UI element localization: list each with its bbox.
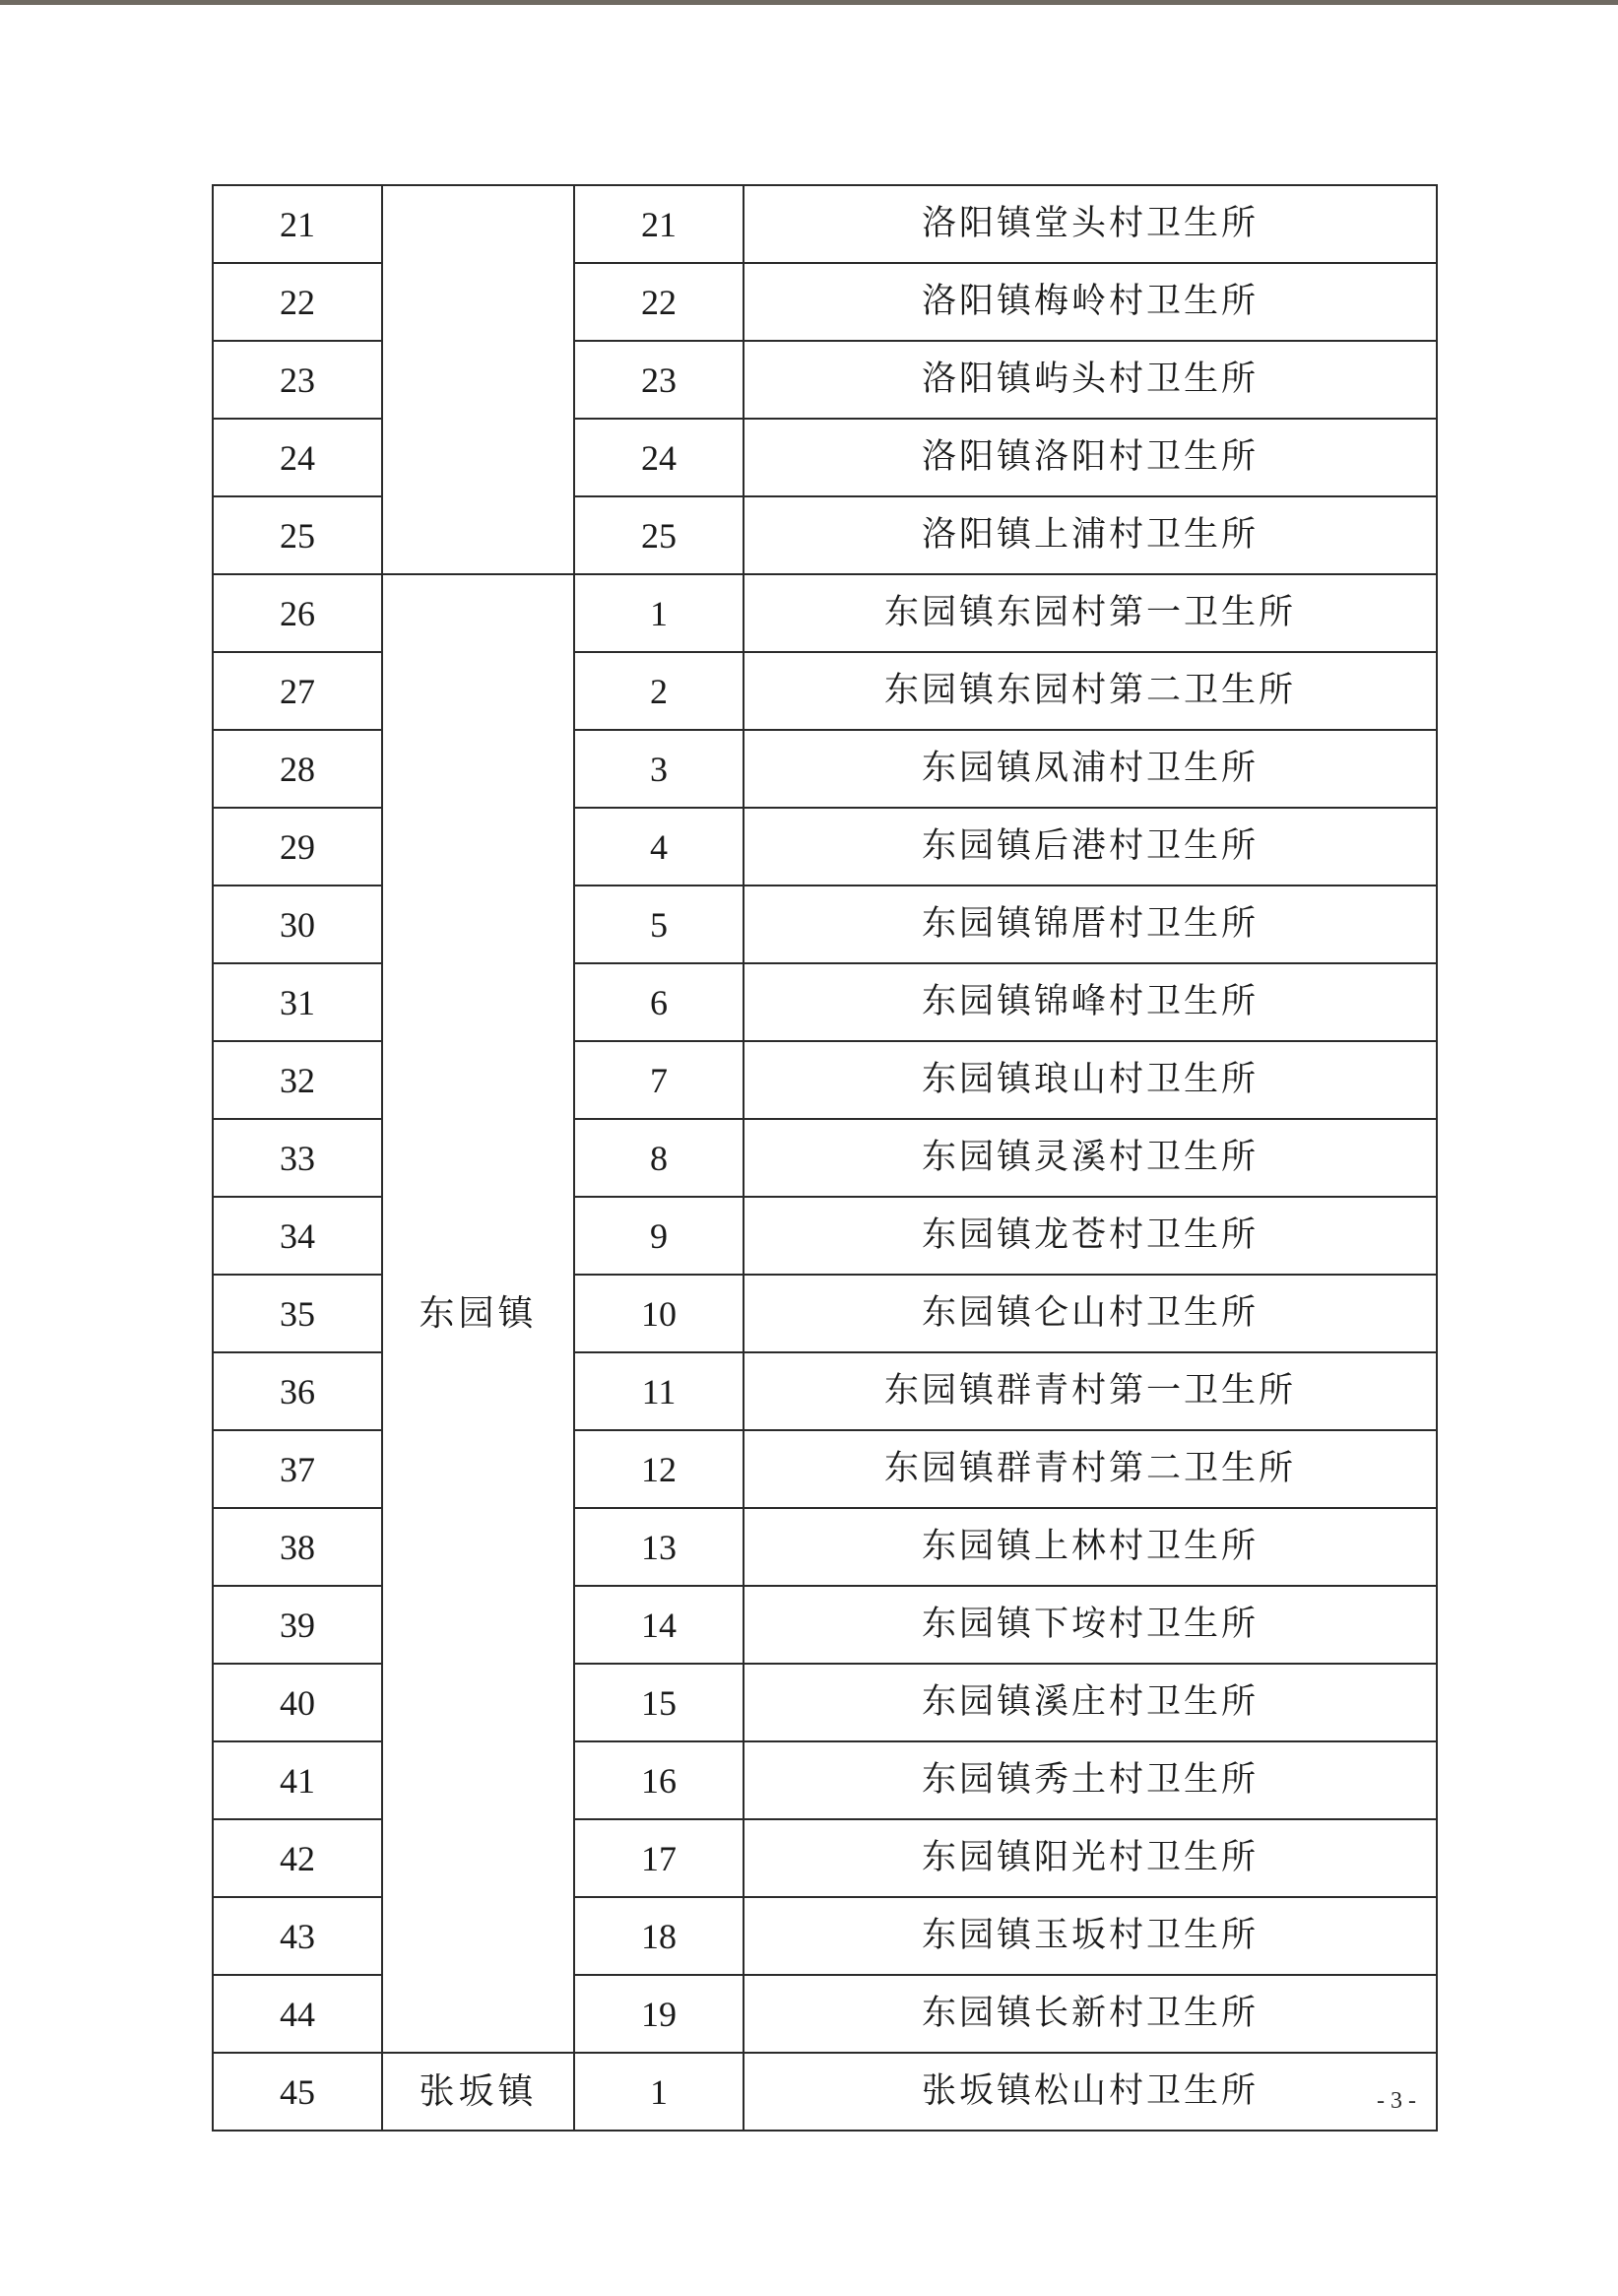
- clinic-name-cell: 东园镇东园村第二卫生所: [744, 652, 1437, 730]
- clinic-name-cell: 洛阳镇屿头村卫生所: [744, 341, 1437, 419]
- clinic-name-cell: 东园镇东园村第一卫生所: [744, 574, 1437, 652]
- sub-seq-cell: 9: [574, 1197, 744, 1275]
- clinic-name-cell: 东园镇长新村卫生所: [744, 1975, 1437, 2053]
- seq-cell: 28: [213, 730, 382, 808]
- sub-seq-cell: 3: [574, 730, 744, 808]
- seq-cell: 44: [213, 1975, 382, 2053]
- sub-seq-cell: 8: [574, 1119, 744, 1197]
- seq-cell: 43: [213, 1897, 382, 1975]
- clinic-name-cell: 东园镇后港村卫生所: [744, 808, 1437, 886]
- seq-cell: 41: [213, 1741, 382, 1819]
- sub-seq-cell: 10: [574, 1275, 744, 1352]
- seq-cell: 39: [213, 1586, 382, 1664]
- table-row: [213, 185, 1437, 263]
- clinic-name-cell: 东园镇溪庄村卫生所: [744, 1664, 1437, 1741]
- clinic-name-cell: 洛阳镇上浦村卫生所: [744, 496, 1437, 574]
- clinic-name-cell: 洛阳镇梅岭村卫生所: [744, 263, 1437, 341]
- sub-seq-cell: 6: [574, 963, 744, 1041]
- sub-seq-cell: 2: [574, 652, 744, 730]
- clinic-name-cell: 东园镇秀土村卫生所: [744, 1741, 1437, 1819]
- seq-cell: 45: [213, 2053, 382, 2131]
- sub-seq-cell: 18: [574, 1897, 744, 1975]
- clinic-name-cell: 洛阳镇洛阳村卫生所: [744, 419, 1437, 496]
- sub-seq-cell: 7: [574, 1041, 744, 1119]
- seq-cell: 36: [213, 1352, 382, 1430]
- clinic-name-cell: 东园镇阳光村卫生所: [744, 1819, 1437, 1897]
- clinic-name-cell: 东园镇灵溪村卫生所: [744, 1119, 1437, 1197]
- seq-cell: 25: [213, 496, 382, 574]
- clinic-name-cell: 张坂镇松山村卫生所: [744, 2053, 1437, 2131]
- clinic-name-cell: 东园镇龙苍村卫生所: [744, 1197, 1437, 1275]
- clinic-name-cell: 东园镇锦厝村卫生所: [744, 886, 1437, 963]
- clinic-name-cell: 东园镇群青村第一卫生所: [744, 1352, 1437, 1430]
- page-number: - 3 -: [1377, 2088, 1416, 2114]
- sub-seq-cell: 14: [574, 1586, 744, 1664]
- clinic-name-cell: 东园镇下垵村卫生所: [744, 1586, 1437, 1664]
- seq-cell: 30: [213, 886, 382, 963]
- table-row: [213, 2053, 1437, 2131]
- seq-cell: 21: [213, 185, 382, 263]
- clinic-name-cell: 东园镇玉坂村卫生所: [744, 1897, 1437, 1975]
- clinic-list-table: [212, 184, 1438, 2132]
- town-cell-zhangban: 张坂镇: [382, 2053, 574, 2131]
- clinic-name-cell: 东园镇群青村第二卫生所: [744, 1430, 1437, 1508]
- sub-seq-cell: 25: [574, 496, 744, 574]
- table-row: [213, 574, 1437, 652]
- clinic-name-cell: 东园镇上林村卫生所: [744, 1508, 1437, 1586]
- seq-cell: 33: [213, 1119, 382, 1197]
- seq-cell: 23: [213, 341, 382, 419]
- town-cell-dongyuan: 东园镇: [382, 574, 574, 2053]
- seq-cell: 38: [213, 1508, 382, 1586]
- sub-seq-cell: 22: [574, 263, 744, 341]
- scan-top-edge: [0, 0, 1618, 5]
- sub-seq-cell: 11: [574, 1352, 744, 1430]
- sub-seq-cell: 24: [574, 419, 744, 496]
- sub-seq-cell: 12: [574, 1430, 744, 1508]
- clinic-name-cell: 东园镇仑山村卫生所: [744, 1275, 1437, 1352]
- sub-seq-cell: 4: [574, 808, 744, 886]
- seq-cell: 22: [213, 263, 382, 341]
- sub-seq-cell: 21: [574, 185, 744, 263]
- seq-cell: 31: [213, 963, 382, 1041]
- sub-seq-cell: 15: [574, 1664, 744, 1741]
- seq-cell: 32: [213, 1041, 382, 1119]
- seq-cell: 40: [213, 1664, 382, 1741]
- sub-seq-cell: 23: [574, 341, 744, 419]
- seq-cell: 26: [213, 574, 382, 652]
- seq-cell: 34: [213, 1197, 382, 1275]
- sub-seq-cell: 16: [574, 1741, 744, 1819]
- seq-cell: 37: [213, 1430, 382, 1508]
- seq-cell: 29: [213, 808, 382, 886]
- sub-seq-cell: 1: [574, 2053, 744, 2131]
- town-cell-continued: [382, 185, 574, 574]
- sub-seq-cell: 1: [574, 574, 744, 652]
- sub-seq-cell: 19: [574, 1975, 744, 2053]
- clinic-name-cell: 东园镇锦峰村卫生所: [744, 963, 1437, 1041]
- seq-cell: 42: [213, 1819, 382, 1897]
- sub-seq-cell: 5: [574, 886, 744, 963]
- seq-cell: 35: [213, 1275, 382, 1352]
- table-body: [213, 185, 1437, 2131]
- sub-seq-cell: 17: [574, 1819, 744, 1897]
- seq-cell: 27: [213, 652, 382, 730]
- clinic-name-cell: 东园镇凤浦村卫生所: [744, 730, 1437, 808]
- clinic-name-cell: 东园镇琅山村卫生所: [744, 1041, 1437, 1119]
- sub-seq-cell: 13: [574, 1508, 744, 1586]
- clinic-name-cell: 洛阳镇堂头村卫生所: [744, 185, 1437, 263]
- seq-cell: 24: [213, 419, 382, 496]
